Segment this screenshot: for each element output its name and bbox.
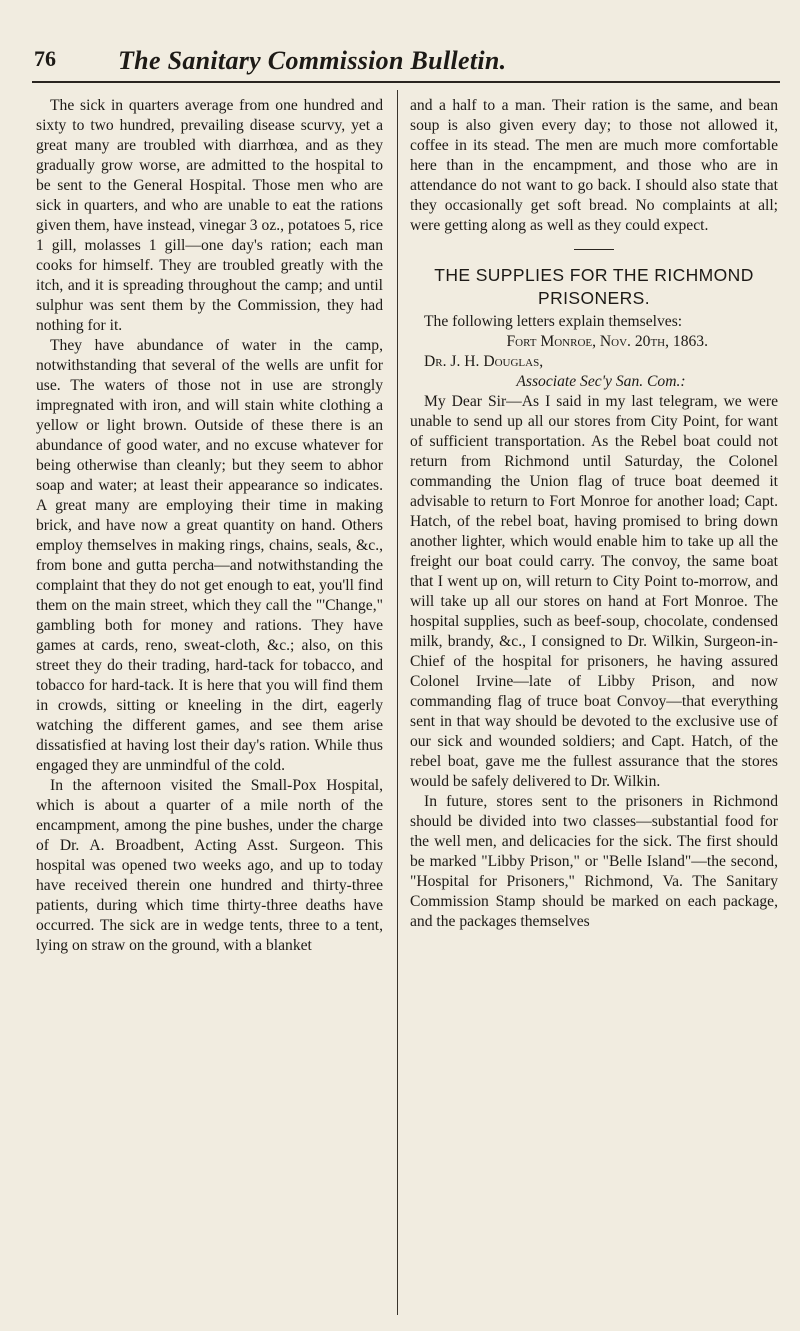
- letter-paragraph: In future, stores sent to the prisoners in Richmond should be divided into two classes—substantial food for the well men, and delicacies for the sick. The first should be marked "Libby Prison," or "Belle Island"—the second, "Hospital for Prisoners," Richmond, Va. The Sanitary Commission Stamp should be marked on each package, and the packages themselves: [410, 793, 778, 930]
- left-column: [36, 96, 383, 956]
- letter-paragraph: My Dear Sir—As I said in my last telegram, we were unable to send up all our stores from City Point, for want of sufficient transportation. As the Rebel boat could not return from Richmond until Saturday, the Colonel commanding the Union flag of truce boat deemed it advisable to return to Fort Monroe for another load; Capt. Hatch, of the rebel boat, having promised to bring down another lighter, which would enable him to take up all the freight our boat could carry. The convoy, the same boat that I went up on, will return to City Point to-morrow, and will take up all our stores on hand at Fort Monroe. The hospital supplies, such as beef-soup, chocolate, condensed milk, brandy, &c., I consigned to Dr. Wilkin, Surgeon-in-Chief of the hospital for prisoners, he having assured Colonel Irvine—late of Libby Prison, and now commanding flag of truce boat Convoy—that everything sent in that way should be devoted to the exclusive use of our sick and wounded soldiers; and Capt. Hatch, of the rebel boat, gave me the fullest assurance that the stores would be safely delivered to Dr. Wilkin.: [410, 393, 778, 790]
- paragraph: The sick in quarters average from one hundred and sixty to two hundred, prevailing disease scurvy, yet a great many are troubled with diarrhœa, and as they gradually grow worse, are admitted to the hospital to be sent to the General Hospital. Those men who are sick in quarters, and who are unable to eat the rations given them, have instead, vinegar 3 oz., potatoes 5, rice 1 gill, molasses 1 gill—one day's ration; each man cooks for himself. They are troubled greatly with the itch, and it is spreading throughout the camp; and until sulphur was sent them by the Commission, they had nothing for it.: [36, 97, 383, 334]
- letter-dateline: Fort Monroe, Nov. 20th, 1863.: [506, 333, 708, 350]
- section-divider: [574, 249, 614, 250]
- page-header: [34, 46, 776, 86]
- letters-intro: The following letters explain themselves:: [424, 313, 683, 330]
- addressee-title: Associate Sec'y San. Com.:: [516, 373, 686, 390]
- paragraph-continuation: and a half to a man. Their ration is the same, and bean soup is also given every day; to those not allowed it, coffee in its stead. The men are much more comfortable here than in the encampment, and those who are in attendance do not want to go back. I should also state that they occasionally get soft bread. No complaints at all; were getting along as well as they could expect.: [410, 97, 778, 234]
- header-rule: [32, 81, 780, 83]
- section-title: THE SUPPLIES FOR THE RICHMOND PRISONERS.: [434, 265, 754, 308]
- right-column: [410, 96, 778, 932]
- paragraph: They have abundance of water in the camp, notwithstanding that several of the wells are unfit for use. The waters of those not in use are strongly impregnated with iron, and will stain white clothing a yellow or light brown. Outside of these there is an abundance of good water, and no excuse whatever for being otherwise than cleanly; but they seem to abhor soap and water; at least their appearance so indicates. A great many are employing their time in making brick, and have now a great quantity on hand. Others employ themselves in making rings, chains, seals, &c., from bone and gutta percha—and notwithstanding the complaint that they do not get enough to eat, you'll find them on the main street, which they call the "'Change," gambling both for money and rations. They have games at cards, reno, sweat-cloth, &c.; also, on this street they do their trading, hard-tack for tobacco, and tobacco for hard-tack. It is here that you will find them in crowds, sitting or kneeling in the dirt, eagerly watching the different games, and see them arise dissatisfied at having lost their day's ration. While thus engaged they are unmindful of the cold.: [36, 337, 383, 774]
- column-divider: [397, 90, 398, 1315]
- page-number: 76: [34, 46, 56, 71]
- paragraph: In the afternoon visited the Small-Pox Hospital, which is about a quarter of a mile north of the encampment, among the pine bushes, under the charge of Dr. A. Broadbent, Acting Asst. Surgeon. This hospital was opened two weeks ago, and up to today have received therein one hundred and thirty-three patients, during which time thirty-three deaths have occurred. The sick are in wedge tents, three to a tent, lying on straw on the ground, with a blanket: [36, 777, 383, 954]
- running-title: The Sanitary Commission Bulletin.: [118, 46, 507, 75]
- letter-addressee: Dr. J. H. Douglas,: [424, 353, 544, 370]
